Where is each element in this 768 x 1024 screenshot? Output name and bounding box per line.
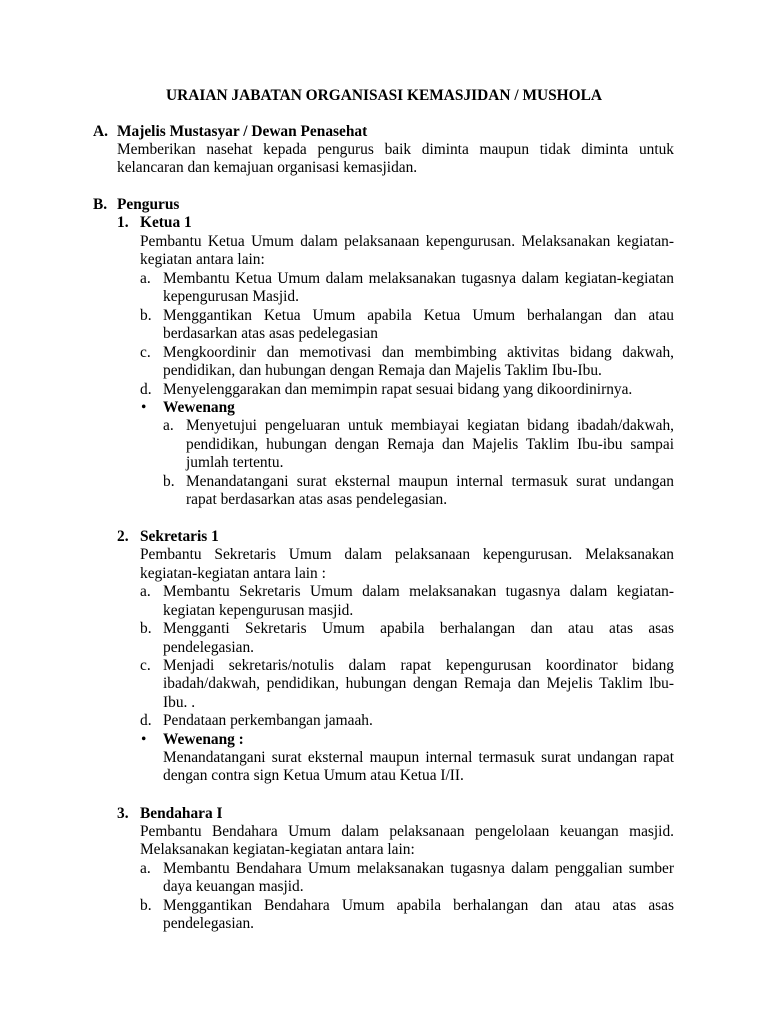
task-line: Menggantikan Bendahara Umum apabila berhalangan dan atau atas asas bbox=[163, 897, 674, 914]
task-marker: a. bbox=[140, 270, 151, 287]
paragraph-line: kelancaran dan kemajuan organisasi kemasjidan. bbox=[117, 159, 418, 176]
authority-line: jumlah tertentu. bbox=[186, 454, 284, 471]
task-line: berdasarkan atas asas pedelegasian bbox=[163, 325, 378, 342]
intro-line: kegiatan-kegiatan antara lain : bbox=[140, 565, 326, 582]
task-line: Menggantikan Ketua Umum apabila Ketua Umum berhalangan dan atau bbox=[163, 307, 674, 324]
task-line: pendelegasian. bbox=[163, 639, 255, 656]
task-marker: a. bbox=[140, 860, 151, 877]
authority-heading: Wewenang bbox=[163, 399, 235, 416]
task-marker: a. bbox=[140, 583, 151, 600]
section-marker: B. bbox=[93, 196, 108, 213]
paragraph-line: Memberikan nasehat kepada pengurus baik diminta maupun tidak diminta untuk bbox=[117, 141, 674, 158]
page-title: URAIAN JABATAN ORGANISASI KEMASJIDAN / MUSHOLA bbox=[166, 87, 602, 104]
bullet-icon: • bbox=[141, 399, 147, 416]
authority-line: Menandatangani surat eksternal maupun internal termasuk surat undangan rapat bbox=[163, 749, 674, 766]
task-marker: d. bbox=[140, 712, 152, 729]
task-line: Menyelenggarakan dan memimpin rapat sesuai bidang yang dikoordinirnya. bbox=[163, 381, 633, 398]
authority-heading: Wewenang : bbox=[163, 731, 244, 748]
task-line: Membantu Sekretaris Umum dalam melaksanakan tugasnya dalam kegiatan- bbox=[163, 583, 674, 600]
section-heading: Majelis Mustasyar / Dewan Penasehat bbox=[117, 123, 368, 140]
authority-line: Menandatangani surat eksternal maupun internal termasuk surat undangan bbox=[186, 473, 674, 490]
task-marker: b. bbox=[140, 620, 152, 637]
intro-line: Pembantu Bendahara Umum dalam pelaksanaan pengelolaan keuangan masjid. bbox=[140, 823, 674, 840]
task-line: Mengkoordinir dan memotivasi dan membimbing aktivitas bidang dakwah, bbox=[163, 344, 674, 361]
item-heading: Ketua 1 bbox=[140, 214, 192, 231]
task-line: pendelegasian. bbox=[163, 915, 255, 932]
task-line: kegiatan kepengurusan masjid. bbox=[163, 602, 354, 619]
section-marker: A. bbox=[93, 123, 108, 140]
authority-line: pendidikan, hubungan dengan Remaja dan Majelis Taklim Ibu-ibu sampai bbox=[186, 436, 674, 453]
authority-line: dengan contra sign Ketua Umum atau Ketua I/II. bbox=[163, 767, 464, 784]
task-line: kepengurusan Masjid. bbox=[163, 288, 299, 305]
intro-line: kegiatan antara lain: bbox=[140, 251, 265, 268]
item-number: 2. bbox=[117, 528, 129, 545]
section-heading: Pengurus bbox=[117, 196, 180, 213]
task-line: Ibu. . bbox=[163, 694, 196, 711]
task-marker: c. bbox=[140, 657, 151, 674]
task-line: Pendataan perkembangan jamaah. bbox=[163, 712, 373, 729]
task-line: Membantu Ketua Umum dalam melaksanakan tugasnya dalam kegiatan-kegiatan bbox=[163, 270, 674, 287]
item-number: 1. bbox=[117, 214, 129, 231]
intro-line: Pembantu Ketua Umum dalam pelaksanaan kepengurusan. Melaksanakan kegiatan- bbox=[140, 233, 674, 250]
task-line: ibadah/dakwah, pendidikan, hubungan dengan Remaja dan Mejelis Taklim lbu- bbox=[163, 675, 674, 692]
task-marker: c. bbox=[140, 344, 151, 361]
bullet-icon: • bbox=[141, 731, 147, 748]
authority-marker: b. bbox=[163, 473, 175, 490]
intro-line: Melaksanakan kegiatan-kegiatan antara lain: bbox=[140, 841, 415, 858]
item-number: 3. bbox=[117, 805, 129, 822]
task-marker: b. bbox=[140, 897, 152, 914]
intro-line: Pembantu Sekretaris Umum dalam pelaksanaan kepengurusan. Melaksanakan bbox=[140, 546, 674, 563]
task-line: pendidikan, dan hubungan dengan Remaja dan Majelis Taklim Ibu-Ibu. bbox=[163, 362, 602, 379]
authority-marker: a. bbox=[163, 417, 174, 434]
authority-line: Menyetujui pengeluaran untuk membiayai kegiatan bidang ibadah/dakwah, bbox=[186, 417, 674, 434]
task-line: daya keuangan masjid. bbox=[163, 878, 304, 895]
task-marker: b. bbox=[140, 307, 152, 324]
task-line: Menjadi sekretaris/notulis dalam rapat kepengurusan koordinator bidang bbox=[163, 657, 674, 674]
task-line: Membantu Bendahara Umum melaksanakan tugasnya dalam penggalian sumber bbox=[163, 860, 674, 877]
task-marker: d. bbox=[140, 381, 152, 398]
task-line: Mengganti Sekretaris Umum apabila berhalangan dan atau atas asas bbox=[163, 620, 674, 637]
item-heading: Bendahara I bbox=[140, 805, 223, 822]
item-heading: Sekretaris 1 bbox=[140, 528, 219, 545]
authority-line: rapat berdasarkan atas asas pendelegasian. bbox=[186, 491, 448, 508]
